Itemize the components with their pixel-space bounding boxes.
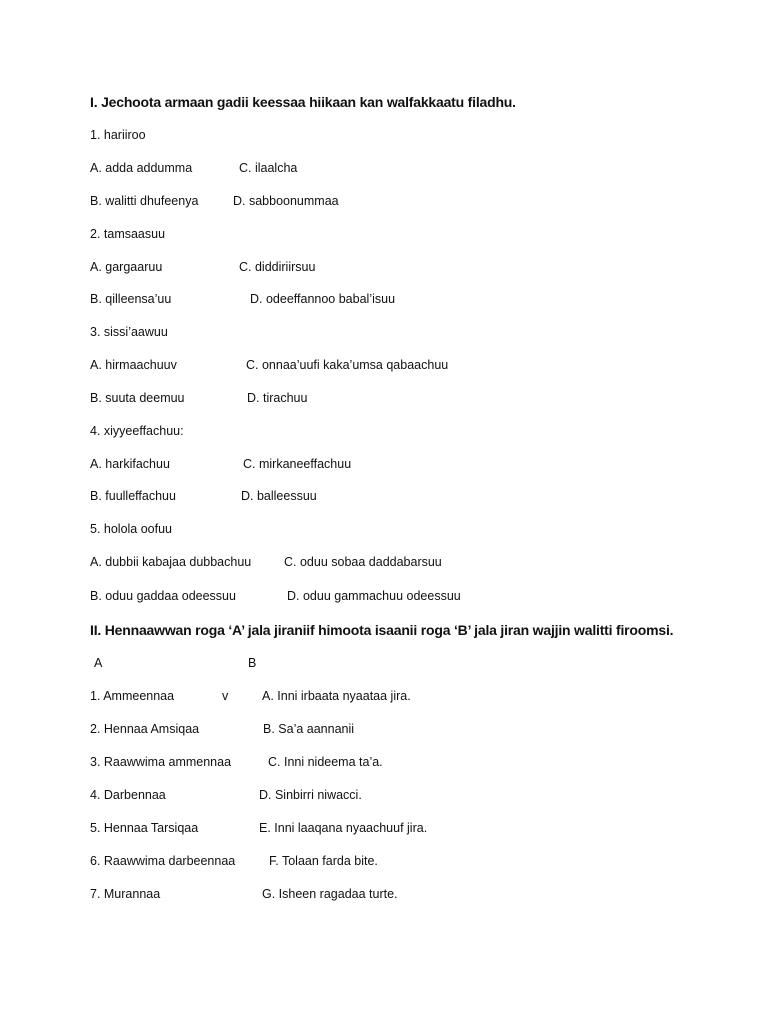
option-4c: C. mirkaneeffachuu	[243, 457, 352, 471]
match-a-3: 3. Raawwima ammennaa	[90, 755, 232, 769]
option-1c: C. ilaalcha	[239, 161, 298, 175]
option-2b: B. qilleensa’uu	[90, 292, 172, 306]
column-a-header: A	[94, 656, 103, 670]
option-3b: B. suuta deemuu	[90, 391, 185, 405]
column-b-header: B	[248, 656, 257, 670]
match-a-7: 7. Murannaa	[90, 887, 161, 901]
option-2c: C. diddiriirsuu	[239, 260, 316, 274]
option-5b: B. oduu gaddaa odeessuu	[90, 589, 236, 603]
option-1a: A. adda addumma	[90, 161, 193, 175]
match-b-4: D. Sinbirri niwacci.	[259, 788, 362, 802]
match-a-6: 6. Raawwima darbeennaa	[90, 854, 236, 868]
option-4b: B. fuulleffachuu	[90, 489, 176, 503]
match-a-4: 4. Darbennaa	[90, 788, 166, 802]
option-2a: A. gargaaruu	[90, 260, 163, 274]
match-b-1: A. Inni irbaata nyaataa jira.	[262, 689, 411, 703]
option-1d: D. sabboonummaa	[233, 194, 339, 208]
question-1: 1. hariiroo	[90, 128, 146, 142]
match-b-2: B. Sa’a aannanii	[263, 722, 355, 736]
answer-mark: v	[222, 689, 229, 703]
match-a-5: 5. Hennaa Tarsiqaa	[90, 821, 199, 835]
option-4d: D. balleessuu	[241, 489, 317, 503]
match-b-7: G. Isheen ragadaa turte.	[262, 887, 398, 901]
option-4a: A. harkifachuu	[90, 457, 170, 471]
match-a-1: 1. Ammeennaa	[90, 689, 175, 703]
section-1-title: I. Jechoota armaan gadii keessaa hiikaan kan walfakkaatu filadhu.	[90, 94, 516, 110]
option-5c: C. oduu sobaa daddabarsuu	[284, 555, 442, 569]
match-b-3: C. Inni nideema ta’a.	[268, 755, 383, 769]
option-2d: D. odeeffannoo babal’isuu	[250, 292, 396, 306]
option-1b: B. walitti dhufeenya	[90, 194, 199, 208]
option-5a: A. dubbii kabajaa dubbachuu	[90, 555, 252, 569]
option-3d: D. tirachuu	[247, 391, 308, 405]
question-3: 3. sissi’aawuu	[90, 325, 168, 339]
option-3a: A. hirmaachuuv	[90, 358, 177, 372]
match-b-6: F. Tolaan farda bite.	[269, 854, 378, 868]
question-4: 4. xiyyeeffachuu:	[90, 424, 184, 438]
section-2-title: II. Hennaawwan roga ‘A’ jala jiraniif himoota isaanii roga ‘B’ jala jiran wajjin walitti firoomsi.	[90, 622, 674, 638]
match-a-2: 2. Hennaa Amsiqaa	[90, 722, 200, 736]
match-b-5: E. Inni laaqana nyaachuuf jira.	[259, 821, 428, 835]
option-5d: D. oduu gammachuu odeessuu	[287, 589, 461, 603]
option-3c: C. onnaa’uufi kaka’umsa qabaachuu	[246, 358, 449, 372]
question-5: 5. holola oofuu	[90, 522, 173, 536]
question-2: 2. tamsaasuu	[90, 227, 166, 241]
